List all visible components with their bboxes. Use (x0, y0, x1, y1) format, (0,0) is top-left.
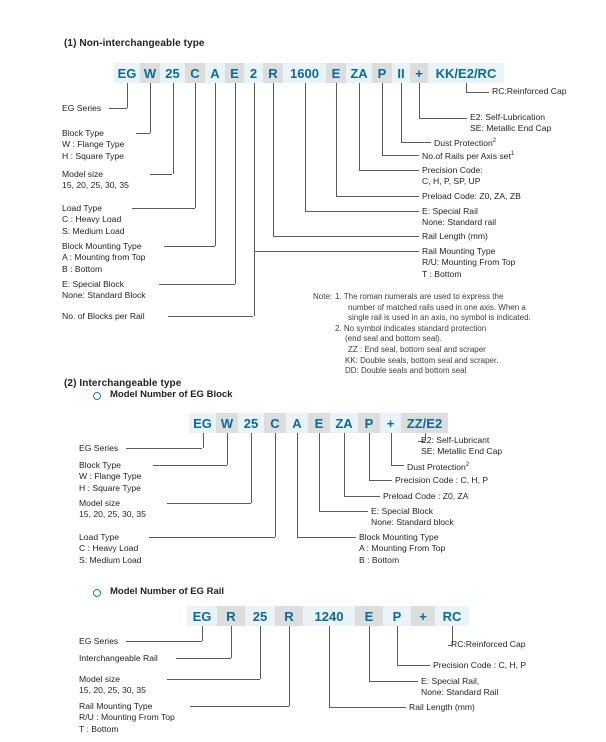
callout-label (421, 435, 502, 458)
callout-label (79, 636, 118, 647)
callout-label-line: None: Standard Rail (421, 687, 499, 698)
callout-label-line: Model size (79, 674, 121, 684)
callout-label (62, 311, 145, 322)
code-segment-7: + (411, 606, 435, 626)
callout-label-line: H : Square Type (79, 482, 141, 493)
leader-line-horizontal (344, 496, 380, 497)
callout-label-line: B : Bottom (359, 554, 400, 565)
callout-label-line: A : Mounting from Top (62, 252, 146, 263)
leader-line-vertical (344, 433, 345, 496)
code-segment-14: KK/E2/RC (428, 63, 504, 83)
callout-label-line: E2: Self-Lubrication (470, 112, 545, 122)
callout-label (422, 191, 521, 202)
callout-label (422, 206, 496, 229)
leader-line-horizontal (159, 284, 235, 285)
leader-line-horizontal (176, 658, 231, 659)
code-segment-5: E (355, 606, 383, 626)
leader-line-horizontal (382, 155, 419, 156)
leader-line-vertical (231, 626, 232, 658)
code-segment-4: A (286, 413, 308, 433)
callout-label (62, 103, 101, 114)
callout-label-line: R/U: Mounting From Top (422, 257, 516, 268)
code-segment-10: ZA (346, 63, 372, 83)
callout-label-line: W : Flange Type (79, 471, 142, 482)
leader-line-vertical (382, 83, 383, 155)
callout-label-line: Dust Protection$^2$ (434, 137, 497, 148)
code-segment-1: W (216, 413, 238, 433)
note-item: KK: Double seals, bottom seal and scraper. (345, 355, 499, 365)
leader-line-horizontal (136, 133, 150, 134)
leader-line-vertical (305, 83, 306, 211)
leader-line-horizontal (126, 448, 203, 449)
leader-line-vertical (202, 626, 203, 641)
note-item: 2. No symbol indicates standard protection (335, 323, 487, 333)
callout-label-line: C : Heavy Load (62, 214, 122, 225)
code-segment-4: A (205, 63, 225, 83)
callout-label-line: 15, 20, 25, 30, 35 (62, 180, 129, 191)
code-segment-8: 1600 (283, 63, 326, 83)
callout-label-line: Block Type (62, 128, 104, 138)
callout-label-line: RC:Reinforced Cap (492, 86, 567, 96)
callout-label (371, 506, 454, 529)
callout-label (359, 532, 445, 566)
leader-line-horizontal (305, 211, 420, 212)
leader-line-horizontal (153, 465, 227, 466)
callout-label (62, 279, 146, 302)
section1-model-code-row (114, 63, 504, 83)
bullet-icon-rail (93, 589, 101, 597)
code-segment-5: E (308, 413, 330, 433)
callout-label-line: EG Series (62, 103, 102, 113)
leader-line-horizontal (391, 465, 405, 466)
callout-label-line: Block Mounting Type (62, 241, 142, 251)
callout-label-line: 15, 20, 25, 30, 35 (79, 509, 146, 520)
callout-label-line: C, H, P, SP, UP (422, 176, 481, 187)
leader-line-vertical (254, 83, 255, 251)
code-segment-7: R (263, 63, 283, 83)
callout-label (79, 443, 118, 454)
callout-label (79, 460, 141, 494)
callout-label-line: T : Bottom (79, 723, 119, 734)
code-segment-0: EG (189, 413, 216, 433)
leader-line-vertical (466, 83, 467, 92)
leader-line-vertical (369, 626, 370, 681)
leader-line-vertical (319, 433, 320, 511)
callout-label-line: R/U : Mounting From Top (79, 712, 175, 723)
leader-line-vertical (235, 83, 236, 284)
callout-label (492, 86, 567, 97)
leader-line-vertical (419, 83, 420, 118)
leader-line-horizontal (167, 503, 251, 504)
code-segment-7: P (358, 413, 380, 433)
callout-label-line: Rail Length (mm) (409, 702, 475, 712)
code-segment-8: + (380, 413, 401, 433)
callout-label-line: Block Mounting Type (359, 532, 439, 542)
callout-label-line: E: Special Rail (422, 206, 478, 216)
leader-line-horizontal (319, 511, 368, 512)
leader-line-vertical (336, 83, 337, 196)
leader-line-horizontal (397, 665, 430, 666)
callout-label-line: Dust Protection$^2$ (407, 461, 470, 472)
leader-line-horizontal (190, 706, 289, 707)
callout-label (421, 676, 498, 699)
callout-label (62, 128, 124, 162)
callout-label-line: No. of Blocks per Rail (62, 311, 145, 321)
leader-line-vertical (215, 83, 216, 246)
leader-line-horizontal (297, 537, 356, 538)
callout-label-line: S: Medium Load (79, 554, 142, 565)
code-segment-0: EG (114, 63, 140, 83)
callout-label-line: Precision Code: (422, 165, 483, 175)
bullet-icon-block (93, 392, 101, 400)
section2-block-subheading: Model Number of EG Block (110, 389, 233, 400)
leader-line-horizontal (164, 246, 215, 247)
note-item: DD: Double seals and bottom seal (345, 366, 467, 376)
callout-label-line: Load Type (62, 203, 102, 213)
leader-line-horizontal (329, 707, 406, 708)
callout-label-line: 15, 20, 25, 30, 35 (79, 685, 146, 696)
callout-label (79, 532, 142, 566)
leader-line-vertical (173, 83, 174, 174)
code-segment-8: RC (435, 606, 469, 626)
callout-label-line: Rail Mounting Type (422, 246, 496, 256)
note-item: (end seal and bottom seal). (345, 334, 442, 344)
callout-label (422, 165, 483, 188)
callout-label-line: Preload Code: Z0, ZA, ZB (422, 191, 521, 201)
callout-label (62, 203, 125, 237)
leader-line-vertical (297, 433, 298, 537)
footnote-marker: 2 (465, 462, 470, 468)
leader-line-horizontal (126, 641, 202, 642)
callout-label (79, 674, 146, 697)
callout-label (422, 246, 515, 280)
code-segment-6: P (383, 606, 411, 626)
callout-label (433, 660, 526, 671)
code-segment-1: W (140, 63, 160, 83)
leader-line-horizontal (369, 480, 392, 481)
section1-heading: (1) Non-interchangeable type (64, 38, 205, 49)
note-label: Note: (313, 292, 333, 301)
callout-label-line: EG Series (79, 636, 119, 646)
leader-line-horizontal (369, 681, 418, 682)
callout-label (422, 149, 514, 162)
code-segment-9: E (326, 63, 346, 83)
leader-line-horizontal (132, 208, 195, 209)
note-item: single rail is used in an axis, no symbol is indicated. (348, 313, 531, 323)
callout-label-line: A : Mounting From Top (359, 543, 446, 554)
section2-block-code-row (189, 413, 448, 433)
note-item: ZZ : End seal, bottom seal and scraper (348, 345, 486, 354)
code-segment-9: ZZ/E2 (401, 413, 448, 433)
leader-line-horizontal (401, 142, 431, 143)
callout-label-line: SE: Metallic End Cap (470, 123, 552, 134)
leader-line-vertical (150, 83, 151, 133)
leader-line-horizontal (149, 537, 275, 538)
leader-line-horizontal (168, 316, 253, 317)
callout-label-line: Interchangeable Rail (79, 653, 158, 663)
callout-label-line: W : Flange Type (62, 139, 125, 150)
leader-line-vertical (329, 626, 330, 707)
callout-label-line: Rail Length (mm) (422, 231, 488, 241)
callout-label-line: None: Standard rail (422, 217, 497, 228)
callout-label (62, 241, 145, 275)
leader-line-vertical (275, 433, 276, 537)
leader-line-vertical (401, 83, 402, 142)
code-segment-3: C (264, 413, 286, 433)
callout-label-line: Block Type (79, 460, 121, 470)
footnote-marker: 1 (510, 151, 515, 157)
callout-label-line: T : Bottom (422, 268, 462, 279)
leader-line-horizontal (419, 118, 467, 119)
code-segment-2: 25 (160, 63, 185, 83)
callout-label (434, 136, 496, 149)
code-segment-6: 2 (244, 63, 263, 83)
section2-rail-code-row (187, 606, 469, 626)
callout-label-line: E: Special Block (371, 506, 434, 516)
callout-label-line: None: Standard Block (62, 290, 146, 301)
leader-line-vertical (397, 626, 398, 665)
leader-line-vertical (359, 83, 360, 170)
callout-label-line: B : Bottom (62, 263, 103, 274)
code-segment-12: II (392, 63, 410, 83)
callout-label (409, 702, 475, 713)
leader-line-vertical (127, 83, 128, 108)
leader-line-horizontal (359, 170, 419, 171)
footnote-marker: 2 (492, 138, 497, 144)
callout-label-line: C : Heavy Load (79, 543, 139, 554)
code-segment-4: 1240 (303, 606, 355, 626)
callout-label-line: Precision Code : C, H, P (395, 475, 489, 485)
callout-label-line: Model size (62, 169, 104, 179)
callout-label-line: EG Series (79, 443, 119, 453)
callout-label-line: None: Standard block (371, 517, 454, 528)
callout-label-line: S: Medium Load (62, 225, 125, 236)
code-segment-11: P (372, 63, 392, 83)
callout-label-line: Model size (79, 498, 121, 508)
callout-label-line: No.of Rails per Axis set$^1$ (422, 150, 515, 161)
callout-label-line: Load Type (79, 532, 119, 542)
code-segment-3: C (185, 63, 205, 83)
leader-line-vertical (260, 626, 261, 679)
callout-label (407, 460, 469, 473)
code-segment-2: 25 (245, 606, 275, 626)
leader-line-vertical (369, 433, 370, 480)
note-item: number of matched rails used in one axis. When a (348, 302, 526, 312)
leader-line-horizontal (167, 679, 260, 680)
leader-line-horizontal (466, 92, 489, 93)
callout-label-line: Rail Mounting Type (79, 701, 153, 711)
leader-line-vertical (251, 433, 252, 503)
callout-label (395, 475, 488, 486)
callout-label-line: H : Square Type (62, 150, 124, 161)
callout-label (422, 231, 488, 242)
leader-line-vertical (289, 626, 290, 706)
leader-line-vertical (273, 83, 274, 236)
code-segment-3: R (275, 606, 303, 626)
callout-label-line: Precision Code : C, H, P (433, 660, 527, 670)
callout-label-line: E: Special Rail, (421, 676, 480, 686)
code-segment-13: + (410, 63, 428, 83)
section2-rail-subheading: Model Number of EG Rail (110, 586, 225, 597)
leader-line-horizontal (273, 236, 419, 237)
callout-label (62, 169, 129, 192)
leader-line-vertical (227, 433, 228, 465)
code-segment-6: ZA (330, 413, 358, 433)
code-segment-1: R (217, 606, 245, 626)
code-segment-0: EG (187, 606, 217, 626)
leader-line-vertical (195, 83, 196, 208)
note-item: 1. The roman numerals are used to express the (335, 292, 504, 301)
callout-label-line: E: Special Block (62, 279, 125, 289)
leader-line-horizontal (336, 196, 419, 197)
callout-label-line: RC:Reinforced Cap (451, 639, 526, 649)
callout-label (79, 653, 158, 664)
callout-label (79, 701, 175, 735)
leader-line-horizontal (109, 108, 127, 109)
leader-line-horizontal (254, 251, 420, 252)
code-segment-5: E (225, 63, 244, 83)
callout-label-line: SE: Metallic End Cap (421, 446, 503, 457)
callout-label (79, 498, 146, 521)
callout-label (470, 112, 551, 135)
leader-line-horizontal (150, 174, 173, 175)
leader-line-vertical (203, 433, 204, 448)
callout-label-line: E2: Self-Lubricant (421, 435, 490, 445)
callout-label-line: Preload Code : Z0, ZA (383, 491, 469, 501)
code-segment-2: 25 (238, 413, 264, 433)
leader-line-vertical (391, 433, 392, 465)
callout-label (451, 639, 526, 650)
callout-label (383, 491, 469, 502)
section2-heading: (2) Interchangeable type (64, 378, 182, 389)
